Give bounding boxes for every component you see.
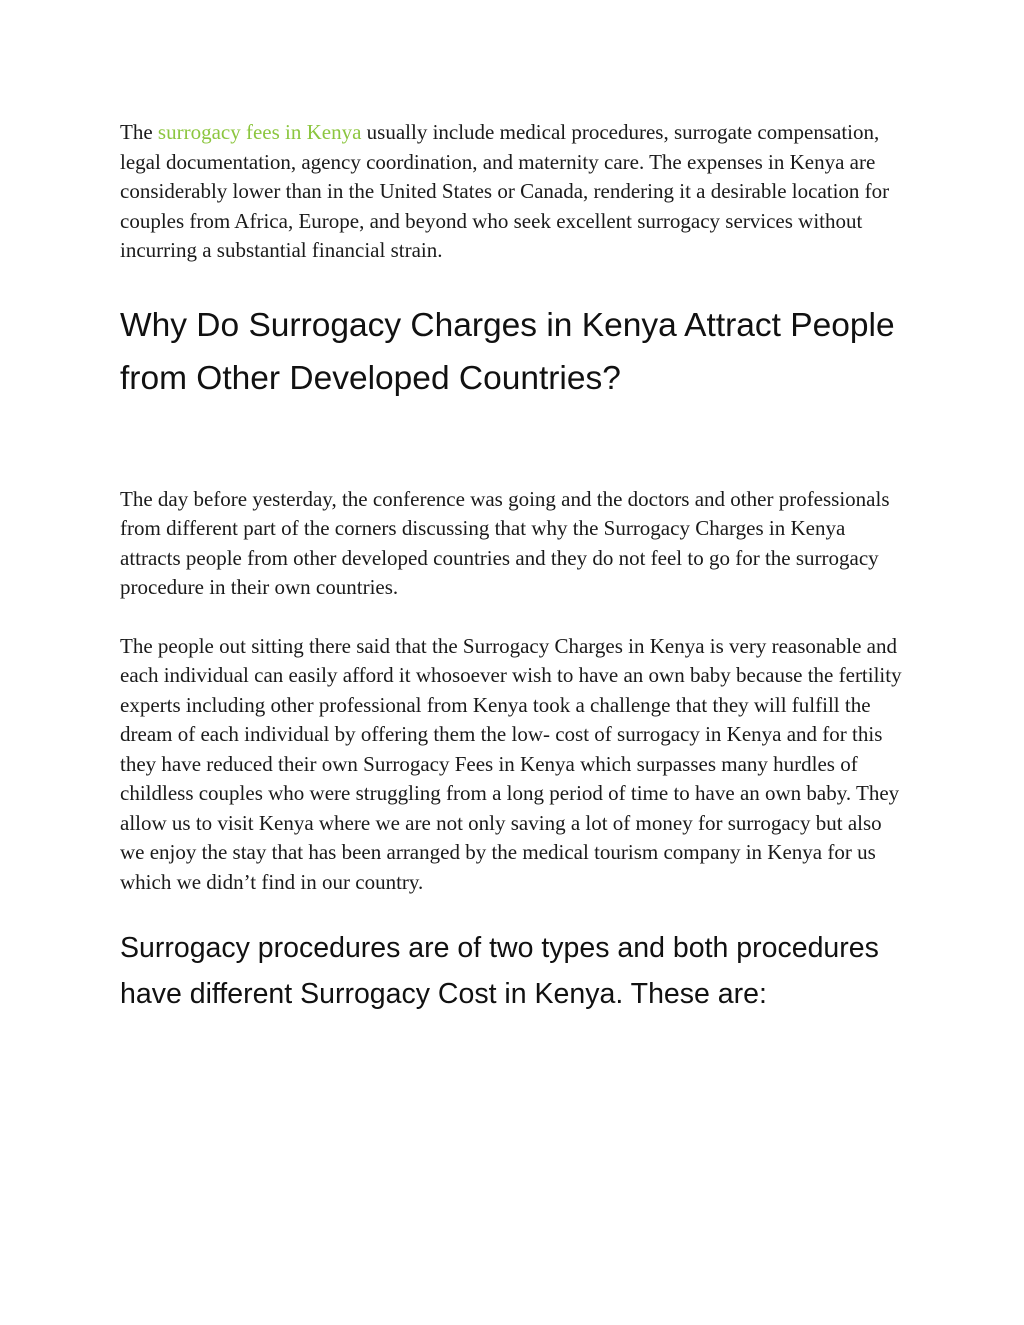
intro-prefix: The xyxy=(120,120,158,144)
conference-paragraph: The day before yesterday, the conference was going and the doctors and other professionals from different part of the corners discussing that why the Surrogacy Charges in Kenya attracts people from other developed countries and they do not feel to go for the surrogacy procedure in their own countries. xyxy=(120,486,890,599)
heading-why-attract: Why Do Surrogacy Charges in Kenya Attract People from Other Developed Countries? xyxy=(120,306,895,397)
heading-procedure-types: Surrogacy procedures are of two types and both procedures have different Surrogacy Cost in Kenya. These are: xyxy=(120,932,879,1010)
intro-suffix: usually include medical procedures, surrogate compensation, legal documentation, agency coordination, and maternity care. The expenses in Kenya are considerably lower than in the United States or Canada, rendering it a desirable location for couples from Africa, Europe, and beyond who seek excellent surrogacy services without incurring a substantial financial strain. xyxy=(120,120,890,262)
people-paragraph: The people out sitting there said that the Surrogacy Charges in Kenya is very reasonable and each individual can easily afford it whosoever wish to have an own baby because the fertility experts including other professional from Kenya took a challenge that they will fulfill the dream of each individual by offering them the low- cost of surrogacy in Kenya and for this they have reduced their own Surrogacy Fees in Kenya which surpasses many hurdles of childless couples who were struggling from a long period of time to have an own baby. They allow us to visit Kenya where we are not only saving a lot of money for surrogacy but also we enjoy the stay that has been arranged by the medical tourism company in Kenya for us which we didn’t find in our country. xyxy=(120,633,902,894)
intro-paragraph xyxy=(120,118,910,266)
surrogacy-fees-link[interactable]: surrogacy fees in Kenya xyxy=(157,120,362,144)
document-page xyxy=(120,118,910,1017)
